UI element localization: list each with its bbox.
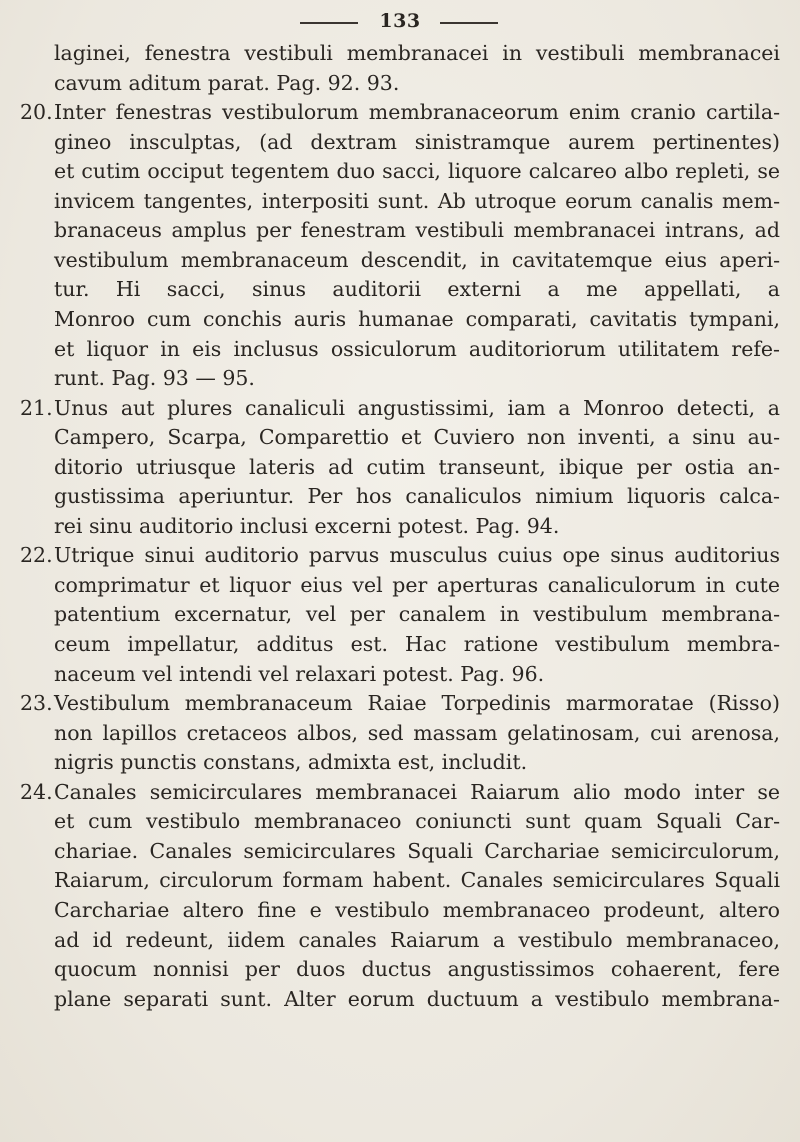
line-text: runt. Pag. 93 — 95. xyxy=(54,366,255,391)
text-line xyxy=(54,334,780,364)
paragraph-number: 24. xyxy=(20,779,53,804)
line-text: vestibulum membranaceum descendit, in cavitatemque eius aperi- xyxy=(54,247,780,272)
text-line xyxy=(54,274,780,304)
header-rule-left xyxy=(300,22,358,24)
line-text: Carchariae altero fine e vestibulo membranaceo prodeunt, altero xyxy=(54,897,780,922)
text-line xyxy=(54,895,780,925)
text-line xyxy=(54,984,780,1014)
text-line xyxy=(54,659,780,689)
line-text: quocum nonnisi per duos ductus angustissimos cohaerent, fere xyxy=(54,957,780,982)
text-line xyxy=(54,304,780,334)
line-text: nigris punctis constans, admixta est, includit. xyxy=(54,750,528,775)
text-line xyxy=(20,393,780,423)
line-text: Raiarum, circulorum formam habent. Canales semicirculares Squali xyxy=(54,868,780,893)
line-text: ditorio utriusque lateris ad cutim transeunt, ibique per ostia an- xyxy=(54,454,780,479)
line-text: et cutim occiput tegentem duo sacci, liquore calcareo albo repleti, se xyxy=(54,159,780,184)
line-text: Monroo cum conchis auris humanae comparati, cavitatis tympani, xyxy=(54,306,780,331)
line-text: laginei, fenestra vestibuli membranacei in vestibuli membranacei xyxy=(54,41,780,65)
text-line xyxy=(54,629,780,659)
text-line xyxy=(20,97,780,127)
line-text: Canales semicirculares membranacei Raiarum alio modo inter se xyxy=(54,779,780,804)
text-line xyxy=(54,954,780,984)
text-line xyxy=(54,68,780,98)
text-line xyxy=(54,570,780,600)
page-header xyxy=(0,8,800,38)
text-line xyxy=(54,747,780,777)
line-text: ad id redeunt, iidem canales Raiarum a vestibulo membranaceo, xyxy=(54,927,780,952)
line-text: gineo insculptas, (ad dextram sinistramque aurem pertinentes) xyxy=(54,129,780,154)
text-line xyxy=(54,718,780,748)
line-text: ceum impellatur, additus est. Hac ratione vestibulum membra- xyxy=(54,632,780,656)
text-line xyxy=(54,363,780,393)
text-line xyxy=(54,806,780,836)
line-text: Inter fenestras vestibulorum membranaceorum enim cranio cartila- xyxy=(54,100,780,125)
line-text: comprimatur et liquor eius vel per aperturas canaliculorum in cute xyxy=(54,572,780,597)
paragraph-number: 20. xyxy=(20,100,53,125)
line-text: invicem tangentes, interpositi sunt. Ab utroque eorum canalis mem- xyxy=(54,188,780,213)
text-line xyxy=(54,925,780,955)
text-line xyxy=(54,127,780,157)
line-text: gustissima aperiuntur. Per hos canaliculos nimium liquoris calca- xyxy=(54,484,780,509)
line-text: patentium excernatur, vel per canalem in vestibulum membrana- xyxy=(54,602,780,627)
line-text: rei sinu auditorio inclusi excerni potest. Pag. 94. xyxy=(54,513,560,538)
text-line xyxy=(20,540,780,570)
text-line xyxy=(54,245,780,275)
line-text: non lapillos cretaceos albos, sed massam gelatinosam, cui arenosa, xyxy=(54,720,780,745)
line-text: Vestibulum membranaceum Raiae Torpedinis marmoratae (Risso) xyxy=(54,691,780,716)
line-text: chariae. Canales semicirculares Squali Carchariae semicirculorum, xyxy=(54,838,780,863)
text-line xyxy=(54,215,780,245)
text-line xyxy=(54,836,780,866)
text-line xyxy=(54,422,780,452)
line-text: et liquor in eis inclusus ossiculorum auditoriorum utilitatem refe- xyxy=(54,336,780,361)
paragraph-number: 22. xyxy=(20,543,53,568)
text-line xyxy=(20,777,780,807)
page-number: 133 xyxy=(379,10,421,32)
line-text: plane separati sunt. Alter eorum ductuum a vestibulo membrana- xyxy=(54,986,780,1011)
text-line xyxy=(54,452,780,482)
paragraph-number: 21. xyxy=(20,395,53,420)
line-text: branaceus amplus per fenestram vestibuli membranacei intrans, ad xyxy=(54,218,780,243)
text-line xyxy=(54,599,780,629)
line-text: Unus aut plures canaliculi angustissimi, iam a Monroo detecti, a xyxy=(54,395,780,420)
text-line xyxy=(54,156,780,186)
text-line xyxy=(54,186,780,216)
line-text: Utrique sinui auditorio parvus musculus cuius ope sinus auditorius xyxy=(54,543,780,568)
text-line xyxy=(54,38,780,68)
text-line xyxy=(20,688,780,718)
text-line xyxy=(54,865,780,895)
text-line xyxy=(54,481,780,511)
line-text: Campero, Scarpa, Comparettio et Cuviero non inventi, a sinu au- xyxy=(54,425,780,450)
header-rule-right xyxy=(440,22,498,24)
text-line xyxy=(54,511,780,541)
line-text: et cum vestibulo membranaceo coniuncti sunt quam Squali Car- xyxy=(54,809,780,834)
line-text: tur. Hi sacci, sinus auditorii externi a me appellati, a xyxy=(54,277,780,302)
paragraph-number: 23. xyxy=(20,691,53,716)
line-text: naceum vel intendi vel relaxari potest. Pag. 96. xyxy=(54,661,545,686)
line-text: cavum aditum parat. Pag. 92. 93. xyxy=(54,70,400,95)
